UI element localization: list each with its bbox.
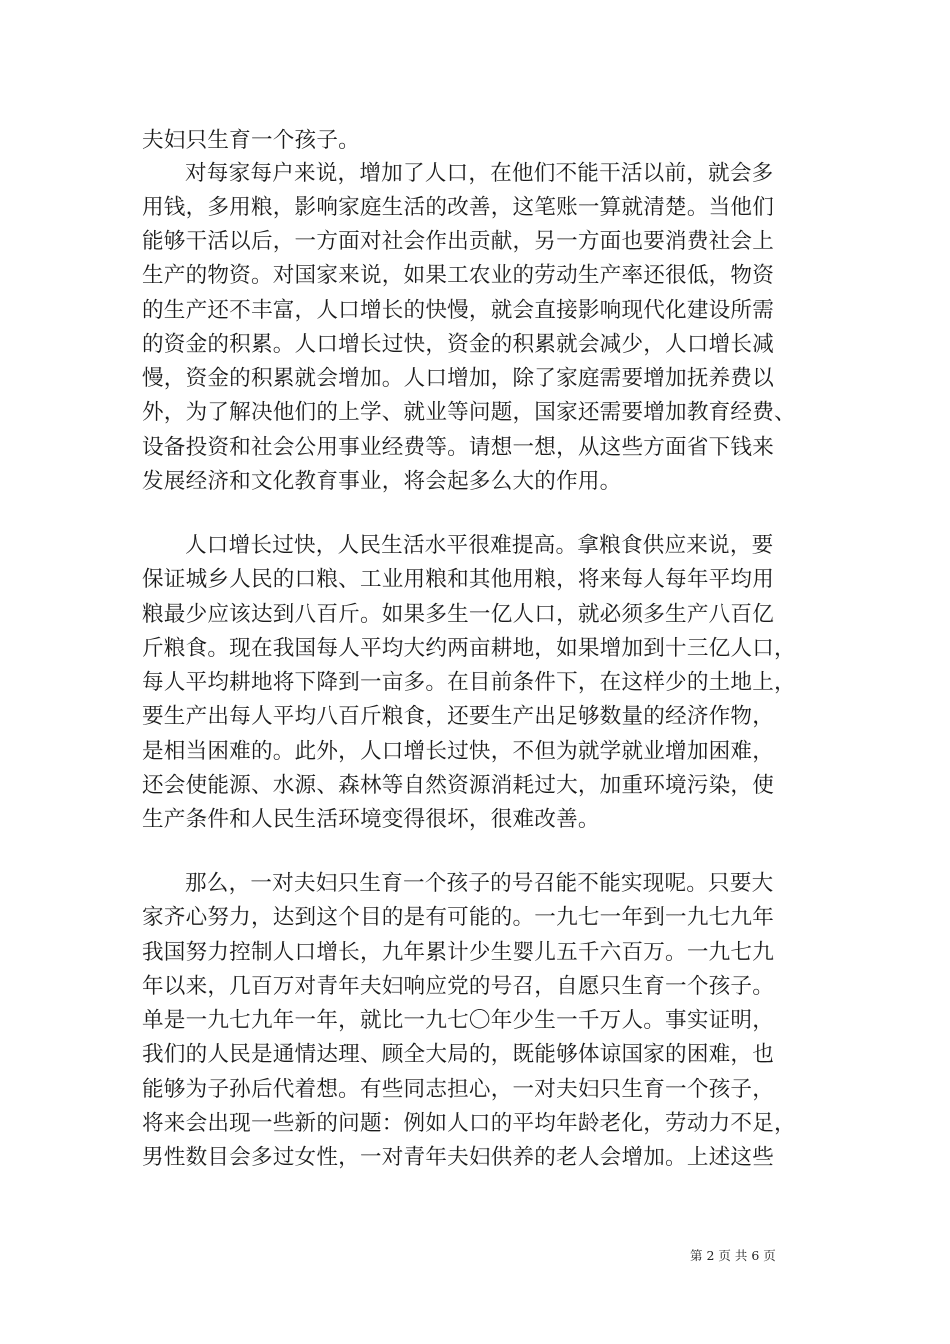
text-line: 年以来，几百万对青年夫妇响应党的号召，自愿只生育一个孩子。 xyxy=(142,974,775,999)
text-line: 用钱，多用粮，影响家庭生活的改善，这笔账一算就清楚。当他们 xyxy=(142,195,775,220)
text-line: 将来会出现一些新的问题：例如人口的平均年龄老化，劳动力不足， xyxy=(142,1111,796,1136)
text-line: 对每家每户来说，增加了人口，在他们不能干活以前，就会多 xyxy=(185,161,774,186)
text-line: 的生产还不丰富，人口增长的快慢，就会直接影响现代化建设所需 xyxy=(142,298,775,323)
text-line: 的资金的积累。人口增长过快，资金的积累就会减少，人口增长减 xyxy=(142,332,775,357)
page-number: 第 2 页 共 6 页 xyxy=(690,1248,776,1263)
text-line: 人口增长过快，人民生活水平很难提高。拿粮食供应来说，要 xyxy=(185,533,774,558)
text-line: 那么，一对夫妇只生育一个孩子的号召能不能实现呢。只要大 xyxy=(185,871,774,896)
text-line: 能够为子孙后代着想。有些同志担心，一对夫妇只生育一个孩子， xyxy=(142,1077,775,1102)
text-line: 生产条件和人民生活环境变得很坏，很难改善。 xyxy=(142,807,600,832)
text-line: 设备投资和社会公用事业经费等。请想一想，从这些方面省下钱来 xyxy=(142,435,775,460)
text-line: 生产的物资。对国家来说，如果工农业的劳动生产率还很低，物资 xyxy=(142,263,775,288)
text-line: 还会使能源、水源、森林等自然资源消耗过大，加重环境污染，使 xyxy=(142,773,775,798)
text-line: 单是一九七九年一年，就比一九七〇年少生一千万人。事实证明， xyxy=(142,1008,775,1033)
text-line: 男性数目会多过女性，一对青年夫妇供养的老人会增加。上述这些 xyxy=(142,1145,775,1170)
text-line: 斤粮食。现在我国每人平均大约两亩耕地，如果增加到十三亿人口， xyxy=(142,636,796,661)
text-line: 家齐心努力，达到这个目的是有可能的。一九七一年到一九七九年 xyxy=(142,905,775,930)
text-line: 我国努力控制人口增长，九年累计少生婴儿五千六百万。一九七九 xyxy=(142,940,775,965)
text-line: 夫妇只生育一个孩子。 xyxy=(142,128,360,153)
text-line: 是相当困难的。此外，人口增长过快，不但为就学就业增加困难， xyxy=(142,739,775,764)
text-line: 粮最少应该达到八百斤。如果多生一亿人口，就必须多生产八百亿 xyxy=(142,602,775,627)
text-line: 能够干活以后，一方面对社会作出贡献，另一方面也要消费社会上 xyxy=(142,229,775,254)
text-line: 保证城乡人民的口粮、工业用粮和其他用粮，将来每人每年平均用 xyxy=(142,567,775,592)
text-line: 发展经济和文化教育事业，将会起多么大的作用。 xyxy=(142,469,622,494)
text-line: 慢，资金的积累就会增加。人口增加，除了家庭需要增加抚养费以 xyxy=(142,366,775,391)
text-line: 要生产出每人平均八百斤粮食，还要生产出足够数量的经济作物， xyxy=(142,704,775,729)
text-line: 我们的人民是通情达理、顾全大局的，既能够体谅国家的困难，也 xyxy=(142,1042,775,1067)
text-line: 每人平均耕地将下降到一亩多。在目前条件下，在这样少的土地上， xyxy=(142,670,796,695)
text-line: 外，为了解决他们的上学、就业等问题，国家还需要增加教育经费、 xyxy=(142,400,796,425)
